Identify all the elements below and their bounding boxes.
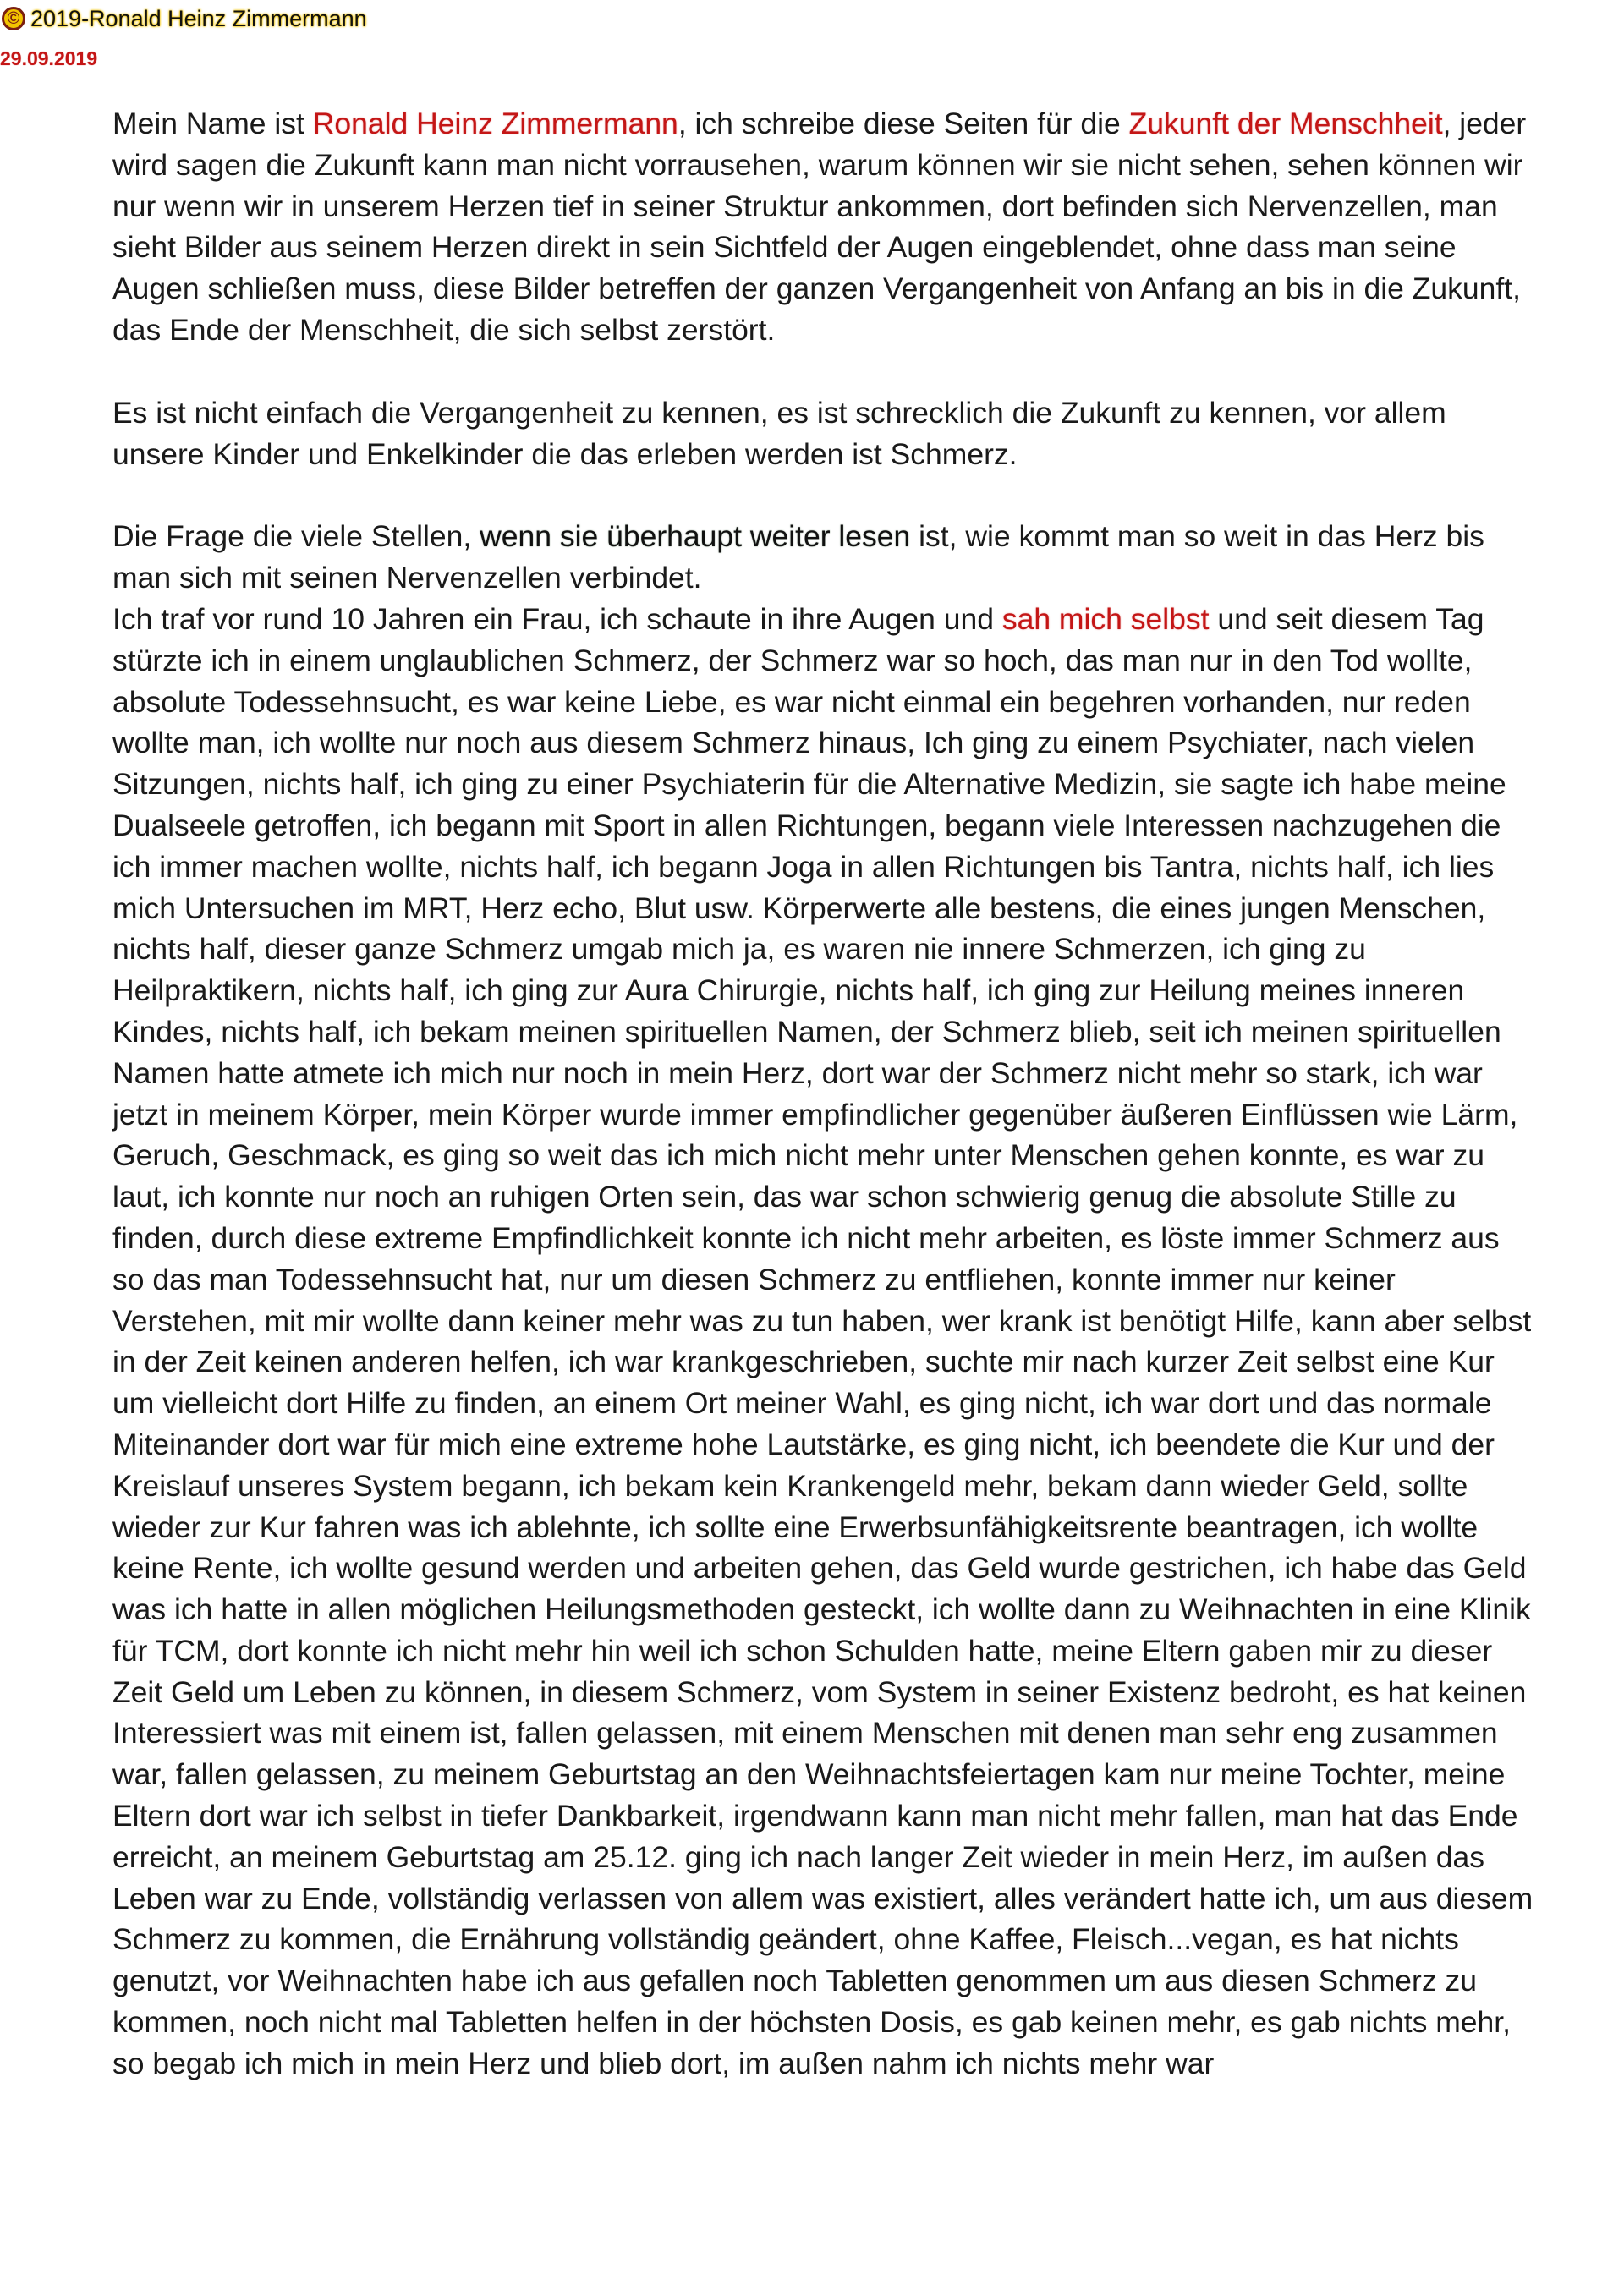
header-date: 29.09.2019: [0, 47, 98, 69]
reading-highlight: wenn sie überhaupt weiter lesen: [480, 519, 911, 554]
author-name-highlight: Ronald Heinz Zimmermann: [312, 107, 678, 140]
copyright-text: 2019-Ronald Heinz Zimmermann: [30, 6, 367, 31]
copyright-icon: ©: [2, 7, 25, 30]
intro-text-a: Mein Name ist: [112, 107, 313, 140]
document-body: [112, 103, 1533, 2085]
paragraph-story: [112, 599, 1533, 2085]
story-text-b: und seit diesem Tag stürzte ich in einem unglaublichen Schmerz, der Schmerz war so hoch, das man nur in den Tod wollte, absolute Todessehnsucht, es war keine Liebe, es war nicht einmal ein begehren vorhanden, nur reden wollte man, ich wollte nur noch aus diesem Schmerz hinaus, Ich ging zu einem Psychiater, nach vielen Sitzungen, nichts half, ich ging zu einer Psychiaterin für die Alternative Medizin, sie sagte ich habe meine Dualseele getroffen, ich begann mit Sport in allen Richtungen, begann viele Interessen nachzugehen die ich immer machen wollte, nichts half, ich begann Joga in allen Richtungen bis Tantra, nichts half, ich lies mich Untersuchen im MRT, Herz echo, Blut usw. Körperwerte alle bestens, die eines jungen Menschen, nichts half, dieser ganze Schmerz umgab mich ja, es waren nie innere Schmerzen, ich ging zu Heilpraktikern, nichts half, ich ging zur Aura Chirurgie, nichts half, ich ging zur Heilung meines inneren Kindes, nichts half, ich bekam meinen spirituellen Namen, der Schmerz blieb, seit ich meinen spirituellen Namen hatte atmete ich mich nur noch in mein Herz, dort war der Schmerz nicht mehr so stark, ich war jetzt in meinem Körper, mein Körper wurde immer empfindlicher gegenüber äußeren Einflüssen wie Lärm, Geruch, Geschmack, es ging so weit das ich mich nicht mehr unter Menschen gehen konnte, es war zu laut, ich konnte nur noch an ruhigen Orten sein, das war schon schwierig genug die absolute Stille zu finden, durch diese extreme Empfindlichkeit konnte ich nicht mehr arbeiten, es löste immer Schmerz aus so das man Todessehnsucht hat, nur um diesen Schmerz zu entfliehen, konnte immer nur keiner Verstehen, mit mir wollte dann keiner mehr was zu tun haben, wer krank ist benötigt Hilfe, kann aber selbst in der Zeit keinen anderen helfen, ich war krankgeschrieben, suchte mir nach kurzer Zeit selbst eine Kur um vielleicht dort Hilfe zu finden, an einem Ort meiner Wahl, es ging nicht, ich war dort und das normale Miteinander dort war für mich eine extreme hohe Lautstärke, es ging nicht, ich beendete die Kur und der Kreislauf unseres System begann, ich bekam kein Krankengeld mehr, bekam dann wieder Geld, sollte wieder zur Kur fahren was ich ablehnte, ich sollte eine Erwerbsunfähigkeitsrente beantragen, ich wollte keine Rente, ich wollte gesund werden und arbeiten gehen, das Geld wurde gestrichen, ich habe das Geld was ich hatte in allen möglichen Heilungsmethoden gesteckt, ich wollte dann zu Weihnachten in eine Klinik für TCM, dort konnte ich nicht mehr hin weil ich schon Schulden hatte, meine Eltern gaben mir zu dieser Zeit Geld um Leben zu können, in diesem Schmerz, vom System in seiner Existenz bedroht, es hat keinen Interessiert was mit einem ist, fallen gelassen, mit einem Menschen mit denen man sehr eng zusammen war, fallen gelassen, zu meinem Geburtstag an den Weihnachtsfeiertagen kam nur meine Tochter, meine Eltern dort war ich selbst in tiefer Dankbarkeit, irgendwann kann man nicht mehr fallen, man hat das Ende erreicht, an meinem Geburtstag am 25.12. ging ich nach langer Zeit wieder in mein Herz, im außen das Leben war zu Ende, vollständig verlassen von allem was existiert, alles verändert hatte ich, um aus diesem Schmerz zu kommen, die Ernährung vollständig geändert, ohne Kaffee, Fleisch...vegan, es hat nichts genutzt, vor Weihnachten habe ich aus gefallen noch Tabletten genommen um aus diesen Schmerz zu kommen, noch nicht mal Tabletten helfen in der höchsten Dosis, es gab keinen mehr, es gab nichts mehr, so begab ich mich in mein Herz und blieb dort, im außen nahm ich nichts mehr war: [112, 601, 1533, 2080]
future-highlight: Zukunft der Menschheit: [1128, 107, 1443, 140]
page-header: [0, 3, 367, 70]
paragraph-past-future: Es ist nicht einfach die Vergangenheit zu kennen, es ist schrecklich die Zukunft zu kennen, vor allem unsere Kinder und Enkelkinder die das erleben werden ist Schmerz.: [112, 395, 1446, 471]
question-text-b: ist, wie kommt man so weit in das Herz bis man sich mit seinen Nervenzellen verbindet.: [112, 519, 1484, 595]
copyright-line: [0, 3, 367, 34]
story-text-a: Ich traf vor rund 10 Jahren ein Frau, ich schaute in ihre Augen und: [112, 601, 1002, 636]
intro-text-c: , jeder wird sagen die Zukunft kann man nicht vorrausehen, warum können wir sie nicht sehen, sehen können wir nur wenn wir in unserem Herzen tief in seiner Struktur ankommen, dort befinden sich Nervenzellen, man sieht Bilder aus seinem Herzen direkt in sein Sichtfeld der Augen eingeblendet, ohne dass man seine Augen schließen muss, diese Bilder betreffen der ganzen Vergangenheit von Anfang an bis in die Zukunft, das Ende der Menschheit, die sich selbst zerstört.: [112, 107, 1527, 347]
paragraph-question: [112, 516, 1533, 599]
self-highlight: sah mich selbst: [1001, 601, 1210, 636]
paragraph-intro: [112, 103, 1533, 351]
intro-text-b: , ich schreibe diese Seiten für die: [678, 107, 1129, 140]
question-text-a: Die Frage die viele Stellen,: [112, 519, 480, 554]
